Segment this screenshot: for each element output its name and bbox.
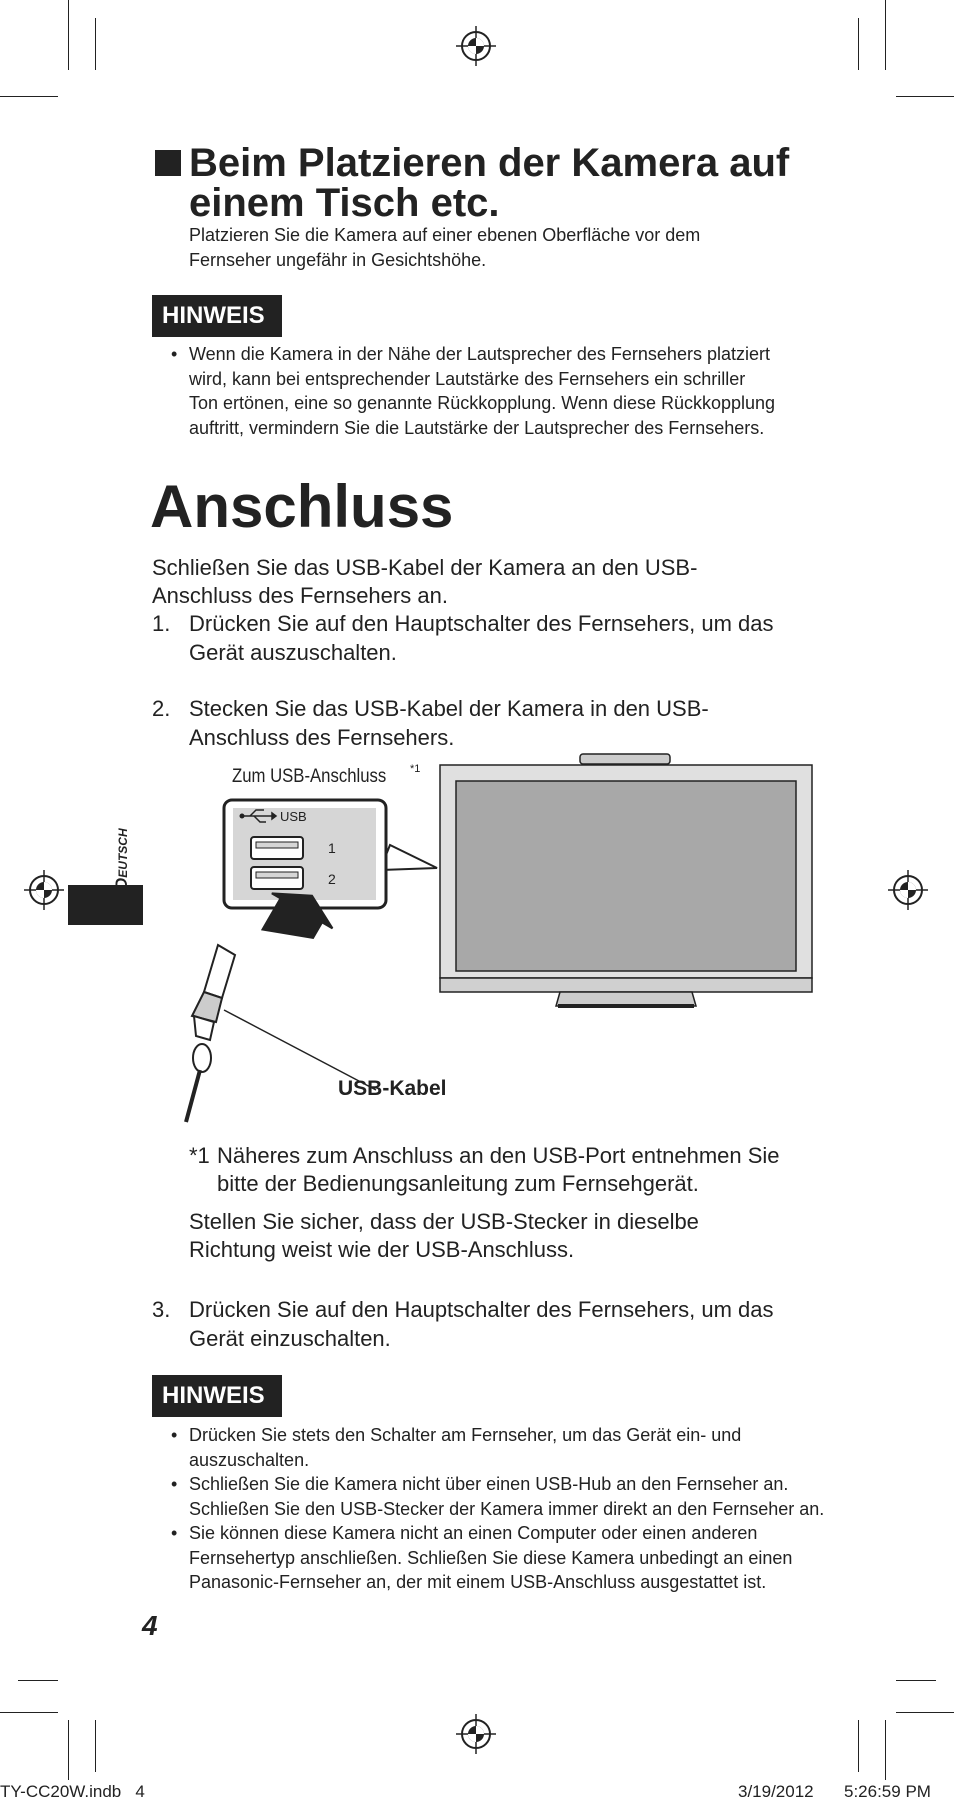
section-heading-line: einem Tisch etc. [189, 181, 500, 225]
port-1-number: 1 [328, 840, 336, 856]
registration-mark-icon [888, 870, 928, 910]
registration-mark-icon [456, 1714, 496, 1754]
note-line: auszuschalten. [189, 1449, 310, 1470]
port-2-number: 2 [328, 871, 336, 887]
port-label-text: Zum USB-Anschluss [232, 766, 387, 787]
diagram-illustration [180, 750, 820, 1130]
crop-mark [858, 18, 859, 70]
note-list [152, 342, 852, 440]
crop-mark [95, 1720, 96, 1772]
note-list [152, 1423, 852, 1595]
crop-mark [896, 1680, 936, 1681]
intro-line: Anschluss des Fernsehers an. [152, 583, 448, 608]
footnote-text [217, 1142, 867, 1198]
language-tab-label: Deutsch [112, 828, 131, 890]
registration-mark-icon [24, 870, 64, 910]
footer-file-info: TY-CC20W.indb 4 [0, 1782, 145, 1801]
note-item [152, 342, 852, 440]
tv-illustration [440, 754, 812, 1008]
orientation-note [189, 1208, 869, 1264]
crop-mark [858, 1720, 859, 1772]
step-2 [152, 695, 812, 755]
crop-mark [18, 1680, 58, 1681]
step-line: Gerät auszuschalten. [189, 639, 397, 665]
section-text [189, 223, 889, 273]
step-number: 2. [152, 696, 171, 721]
text-line: Platzieren Sie die Kamera auf einer ebenen Oberfläche vor dem [189, 225, 701, 245]
footnote-line: Näheres zum Anschluss an den USB-Port entnehmen Sie [217, 1143, 780, 1168]
text-line: Fernseher ungefähr in Gesichtshöhe. [189, 250, 487, 270]
step-line: Stecken Sie das USB-Kabel der Kamera in den USB- [189, 696, 709, 721]
footnote-reference: *1 [410, 763, 421, 775]
crop-mark [885, 1720, 886, 1780]
usb-cable-illustration [186, 945, 235, 1122]
footnote-line: bitte der Bedienungsanleitung zum Fernsehgerät. [217, 1171, 699, 1196]
note-label: HINWEIS [152, 1375, 282, 1417]
step-line: Gerät einzuschalten. [189, 1325, 391, 1351]
step-line: Drücken Sie auf den Hauptschalter des Fernsehers, um das [189, 1297, 774, 1322]
language-tab-marker [68, 885, 143, 925]
note-line: • Schließen Sie die Kamera nicht über einen USB-Hub an den Fernseher an. [189, 1474, 789, 1494]
note-line: • Drücken Sie stets den Schalter am Fernseher, um das Gerät ein- und [189, 1425, 742, 1445]
crop-mark [0, 1712, 58, 1713]
step-3 [152, 1296, 812, 1356]
intro-line: Schließen Sie das USB-Kabel der Kamera an den USB- [152, 555, 698, 580]
usb-connection-diagram [180, 750, 820, 1130]
note-item [152, 1472, 852, 1521]
crop-mark [0, 96, 58, 97]
step-number: 3. [152, 1297, 171, 1322]
page-title: Anschluss [150, 473, 454, 540]
note-label: HINWEIS [152, 295, 282, 337]
cable-label: USB-Kabel [338, 1077, 447, 1100]
note-line: Ton ertönen, eine so genannte Rückkopplung. Wenn diese Rückkopplung [189, 393, 776, 413]
square-bullet-icon [155, 150, 181, 176]
crop-mark [68, 1720, 69, 1780]
step-line: Anschluss des Fernsehers. [189, 724, 455, 750]
step-text [189, 610, 829, 667]
section-heading [189, 143, 889, 223]
crop-mark [68, 0, 69, 70]
step-1 [152, 610, 812, 670]
footer-time: 5:26:59 PM [844, 1782, 931, 1801]
orientation-line: Richtung weist wie der USB-Anschluss. [189, 1237, 575, 1262]
registration-mark-icon [456, 26, 496, 66]
page-number: 4 [142, 1610, 158, 1641]
usb-symbol-label: USB [280, 809, 307, 824]
footer-date: 3/19/2012 [738, 1782, 814, 1801]
note-line: wird, kann bei entsprechender Lautstärke des Fernsehers ein schriller [189, 368, 746, 389]
orientation-line: Stellen Sie sicher, dass der USB-Stecker in dieselbe [189, 1209, 699, 1234]
intro-text [152, 554, 852, 610]
note-line: Schließen Sie den USB-Stecker der Kamera immer direkt an den Fernseher an. [189, 1498, 825, 1519]
note-item [152, 1423, 852, 1472]
crop-mark [95, 18, 96, 70]
note-line: auftritt, vermindern Sie die Lautstärke der Lautsprecher des Fernsehers. [189, 417, 765, 438]
crop-mark [896, 1712, 954, 1713]
note-line: • Wenn die Kamera in der Nähe der Lautsprecher des Fernsehers platziert [189, 344, 770, 364]
step-text [189, 695, 829, 752]
step-number: 1. [152, 611, 171, 636]
crop-mark [885, 0, 886, 70]
crop-mark [896, 96, 954, 97]
usb-port-label [232, 766, 386, 788]
step-text [189, 1296, 829, 1353]
note-line: Panasonic-Fernseher an, der mit einem USB-Anschluss ausgestattet ist. [189, 1572, 767, 1592]
note-line: Fernsehertyp anschließen. Schließen Sie diese Kamera unbedingt an einen [189, 1547, 793, 1568]
section-heading-line: Beim Platzieren der Kamera auf [189, 141, 790, 185]
note-item [152, 1521, 852, 1595]
footnote-mark: *1 [189, 1143, 210, 1168]
note-line: • Sie können diese Kamera nicht an einen Computer oder einen anderen [189, 1523, 758, 1543]
step-line: Drücken Sie auf den Hauptschalter des Fernsehers, um das [189, 611, 774, 636]
